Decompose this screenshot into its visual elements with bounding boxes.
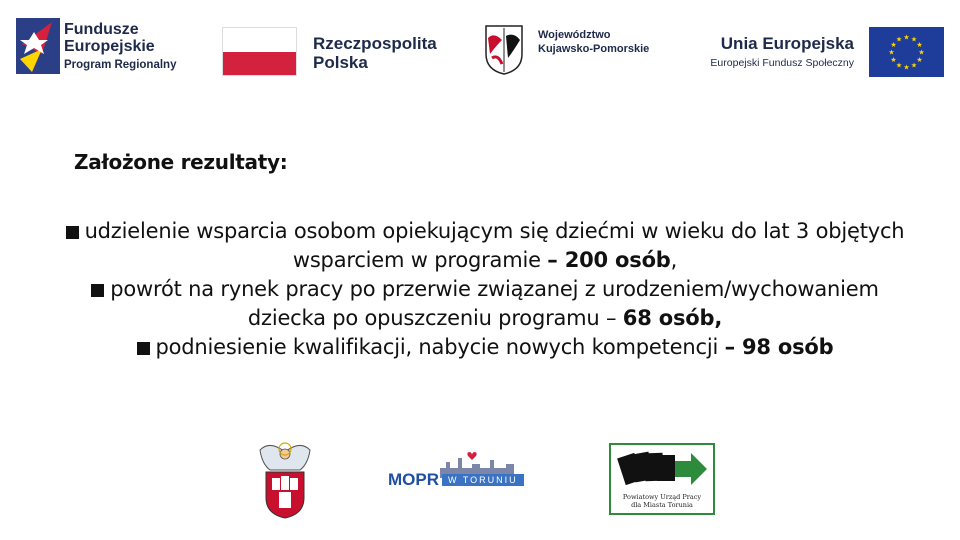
eu-star-icon: ★ <box>895 36 903 44</box>
list-item <box>60 333 910 362</box>
eu-star-icon: ★ <box>895 62 903 70</box>
pup-logo <box>609 443 715 515</box>
mopr-logo <box>380 450 535 495</box>
item-tail: , <box>670 248 678 272</box>
checkbox-bullet-icon <box>91 284 104 297</box>
region-line2: Kujawsko-Pomorskie <box>538 43 650 55</box>
list-item <box>60 275 910 333</box>
item-text: udzielenie wsparcia osobom opiekującym się dziećmi w wieku do lat 3 objętych wsparciem w programie <box>84 219 905 272</box>
page-heading: Założone rezultaty: <box>74 150 288 174</box>
poland-logo-text <box>313 34 437 72</box>
pup-cards-arrow-icon <box>611 445 713 493</box>
item-bold: 68 osób, <box>622 306 723 330</box>
results-list <box>60 217 910 362</box>
poland-line2: Polska <box>313 53 368 72</box>
eu-star-icon: ★ <box>910 62 918 70</box>
eu-flag-icon <box>869 27 944 77</box>
eu-star-icon: ★ <box>918 49 925 57</box>
item-text: powrót na rynek pracy po przerwie związanej z urodzeniem/wychowaniem dziecka po opuszczeniu programu – <box>110 277 879 330</box>
mopr-name: MOPR <box>388 470 439 489</box>
item-text: podniesienie kwalifikacji, nabycie nowych kompetencji <box>155 335 725 359</box>
eu-star-icon: ★ <box>910 36 918 44</box>
mopr-sub: W TORUNIU <box>442 474 524 486</box>
checkbox-bullet-icon <box>66 226 79 239</box>
region-crest-icon <box>484 24 524 76</box>
poland-line1: Rzeczpospolita <box>313 34 437 53</box>
list-item <box>60 217 910 275</box>
fe-line3: Program Regionalny <box>64 59 177 71</box>
eu-star-icon: ★ <box>903 34 910 42</box>
fe-logo-text <box>64 21 176 74</box>
eu-line2: Europejski Fundusz Społeczny <box>710 57 854 69</box>
eu-star-icon: ★ <box>916 42 923 49</box>
eu-star-icon: ★ <box>916 57 923 64</box>
pup-caption <box>611 493 713 509</box>
eu-star-icon: ★ <box>890 42 897 49</box>
pup-line1: Powiatowy Urząd Pracy <box>622 493 702 501</box>
fe-stars-icon <box>12 14 62 76</box>
torun-crest-icon <box>250 440 320 520</box>
item-bold: – 200 osób <box>547 248 671 272</box>
polish-flag-icon <box>222 27 297 76</box>
eu-star-icon: ★ <box>888 49 895 57</box>
fe-line1: Fundusze <box>64 21 139 38</box>
region-logo-text <box>538 28 649 56</box>
item-bold: – 98 osób <box>724 335 834 359</box>
eu-star-icon: ★ <box>890 57 897 64</box>
eu-line1: Unia Europejska <box>720 34 854 53</box>
checkbox-bullet-icon <box>137 342 150 355</box>
eu-star-icon: ★ <box>903 64 910 72</box>
pup-line2: dla Miasta Torunia <box>631 501 693 509</box>
region-line1: Województwo <box>538 29 611 41</box>
fe-line2: Europejskie <box>64 38 155 55</box>
eu-logo-text <box>696 34 854 69</box>
